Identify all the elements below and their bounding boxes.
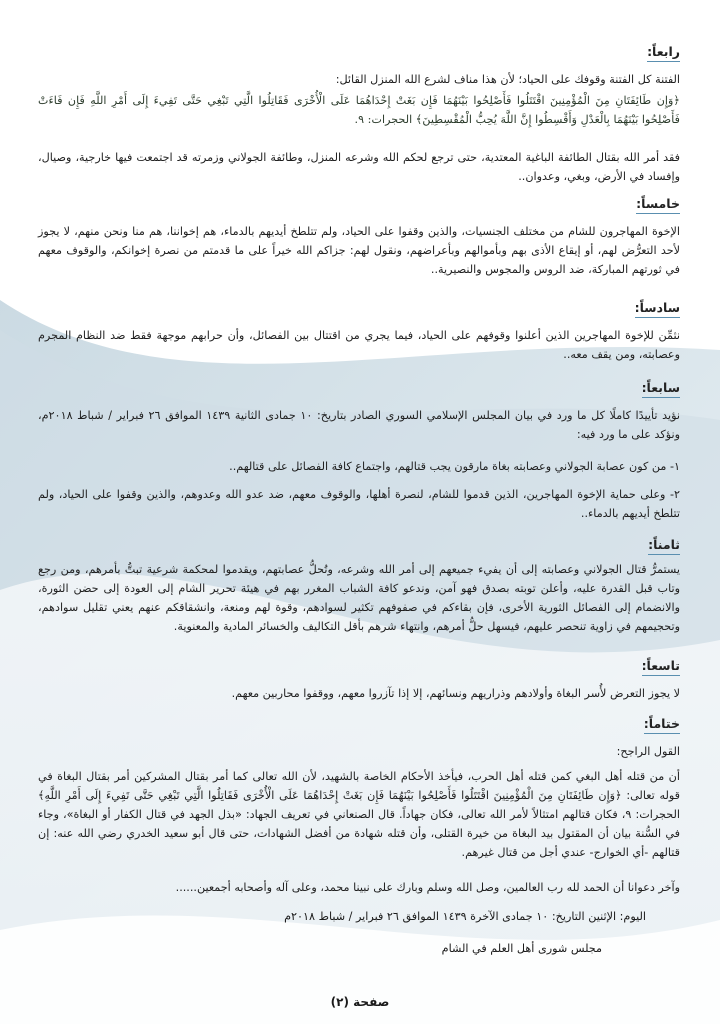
paragraph-closing: وآخر دعوانا أن الحمد لله رب العالمين، وصل الله وسلم وبارك على نبينا محمد، وعلى آله وأصحابه أجمعين......	[175, 881, 680, 894]
list-item-sabi-2: ٢- وعلى حماية الإخوة المهاجرين، الذين قدموا للشام، لنصرة أهلها، والوقوف معهم، ضد عدو الله وعدوهم، والذين وقفوا على الحياد، ولم تتلطخ أيديهم بالدماء..	[38, 488, 680, 520]
heading-tasi: تاسعاً:	[642, 658, 680, 676]
label-qawl-rajih: القول الراجح:	[616, 745, 680, 758]
heading-khitam: ختاماً:	[644, 716, 680, 734]
paragraph-khamis-body: الإخوة المهاجرون للشام من مختلف الجنسيات، والذين وقفوا على الحياد، ولم تتلطخ أيديهم بالدماء، هم إخواننا، هم منا ونحن منهم، لا يجوز لأحد التعرُّض لهم، أو إيقاع الأذى بهم وبأموالهم وبأعراضهم، ونقول لهم: جزاكم الله خيراً على ما قدمتم من نصرة إخوانكم، والوقوف معهم في ثورتهم المباركة، ضد الروس والمجوس والنصيرية..	[38, 225, 680, 276]
paragraph-rabi-intro: الفتنة كل الفتنة وقوفك على الحياد؛ لأن هذا مناف لشرع الله المنزل القائل:	[335, 73, 680, 86]
paragraph-rabi-body: فقد أمر الله بقتال الطائفة الباغية المعتدية، حتى ترجع لحكم الله وشرعه المنزل، وطائفة الجولاني وزمرته قد اجتمعت فيها خارجية، وصيال، وإفساد في الأرض، وبغي، وعدوان..	[38, 151, 680, 183]
page-number: صفحة (٢)	[330, 995, 390, 1009]
heading-sabi: سابعاً:	[642, 380, 680, 398]
heading-sadis: سادساً:	[635, 300, 680, 318]
heading-khamis: خامساً:	[636, 196, 680, 214]
paragraph-tasi-body: لا يجوز التعرض لأُسر البغاة وأولادهم وذراريهم ونسائهم، إلا إذا تآزروا معهم، ووقفوا محاربين معهم.	[231, 687, 680, 700]
quran-verse-hujurat: ﴿وَإِن طَائِفَتَانِ مِنَ الْمُؤْمِنِينَ اقْتَتَلُوا فَأَصْلِحُوا بَيْنَهُمَا فَإِن بَغَتْ إِحْدَاهُمَا عَلَى الْأُخْرَى فَقَاتِلُوا الَّتِي تَبْغِي حَتَّى تَفِيءَ إِلَى أَمْرِ اللَّهِ فَإِن فَاءَتْ فَأَصْلِحُوا بَيْنَهُمَا بِالْعَدْلِ وَأَقْسِطُوا إِنَّ اللَّهَ يُحِبُّ الْمُقْسِطِينَ﴾ الحجرات: ٩.	[38, 94, 680, 126]
paragraph-khitam-body: أن من قتله أهل البغي كمن قتله أهل الحرب، فيأخذ الأحكام الخاصة بالشهيد، لأن الله تعالى كما أمر بقتال المشركين أمر بقتال البغاة في قوله تعالى: ﴿وَإِن طَائِفَتَانِ مِنَ الْمُؤْمِنِينَ اقْتَتَلُوا فَأَصْلِحُوا بَيْنَهُمَا فَإِن بَغَتْ إِحْدَاهُمَا عَلَى الْأُخْرَى فَقَاتِلُوا الَّتِي تَبْغِي حَتَّى تَفِيءَ إِلَى أَمْرِ اللَّهِ﴾ الحجرات: ٩، فكان قتالهم امتثالاً لأمر الله تعالى، فكان جهاداً. قال الصنعاني في تعريف الجهاد: «بذل الجهد في قتال الكفار أو البغاة»، وجاء في السُّنة بيان أن المقتول بيد البغاة من خيرة القتلى، وأن قتله شهادة من أفضل الشهادات، حتى قال أبو سعيد الخدري رضي الله عنه: إن قتالهم -أي الخوارج- عندي أجل من قتال غيرهم.	[38, 770, 680, 859]
footer-signature: مجلس شورى أهل العلم في الشام	[441, 942, 602, 955]
paragraph-thamin-body: يستمرُّ قتال الجولاني وعصابته إلى أن يفيء جميعهم إلى أمر الله وشرعه، وتُحلُّ عصابتهم، ويقدموا لمحكمة شرعية تبتُّ بأمرهم، ومن رجع وتاب قبل القدرة عليه، وأعلن توبته بصدق فهو آمن، وندعو كافة الشباب المغرر بهم في هيئة تحرير الشام إلى العودة إلى حضن الثورة، والانضمام إلى الفصائل الثورية الأخرى، فإن بقاءكم في صفوفهم تكثير لسوادهم، وقوة لهم ومنعة، وانشقاقكم عنهم يعني تقليل سوادهم، وتحجيمهم في زاوية تنحصر عليهم، فيسهل حلُّ أمرهم، وانتهاء شرهم بأقل التكاليف والخسائر المادية والمعنوية.	[38, 563, 680, 633]
paragraph-sabi-body: نؤيد تأييدًا كاملًا كل ما ورد في بيان المجلس الإسلامي السوري الصادر بتاريخ: ١٠ جمادى الثانية ١٤٣٩ الموافق ٢٦ فبراير / شباط ٢٠١٨م، ونؤكد على ما ورد فيه:	[38, 409, 680, 441]
heading-thamin: ثامناً:	[648, 537, 680, 555]
paragraph-sadis-body: نثمِّن للإخوة المهاجرين الذين أعلنوا وقوفهم على الحياد، فيما يجري من اقتتال بين الفصائل، وأن حرابهم موجهة فقط ضد النظام المجرم وعصابته، ومن يقف معه..	[38, 329, 680, 361]
footer-date: اليوم: الإثنين التاريخ: ١٠ جمادى الآخرة ١٤٣٩ الموافق ٢٦ فبراير / شباط ٢٠١٨م	[284, 910, 646, 923]
list-item-sabi-1: ١- من كون عصابة الجولاني وعصابته بغاة مارقون يجب قتالهم، واجتماع كافة الفصائل على قتالهم..	[229, 460, 680, 473]
heading-rabi: رابعاً:	[647, 44, 680, 62]
